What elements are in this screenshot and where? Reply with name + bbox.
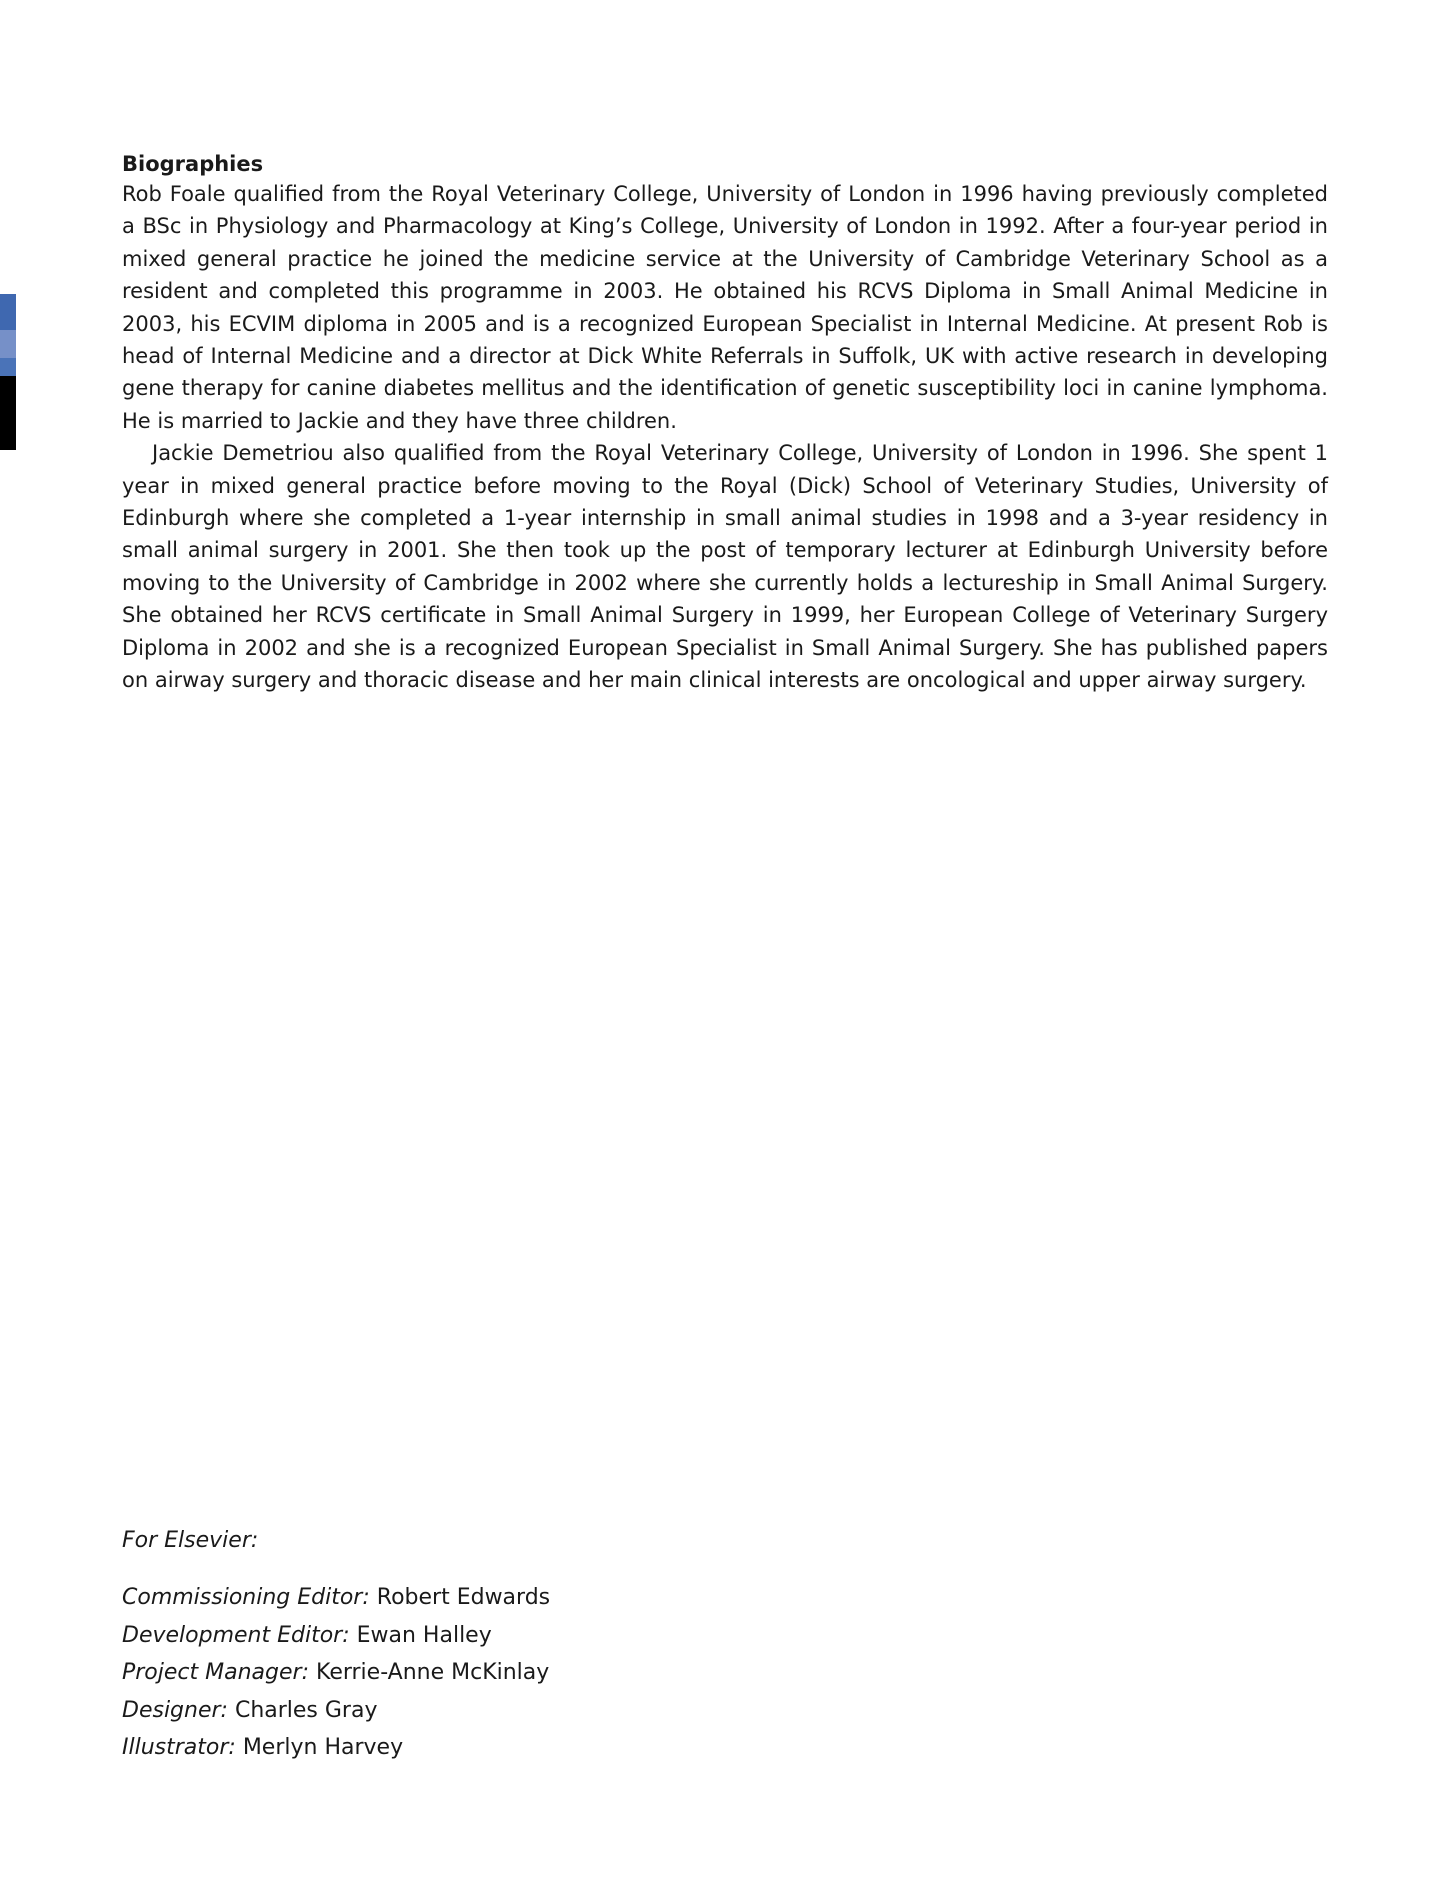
edge-color-tab	[0, 294, 16, 450]
edge-tab-segment	[0, 376, 16, 450]
publisher-credits	[122, 1525, 822, 1767]
credit-role: Illustrator:	[122, 1735, 236, 1760]
credit-role: Commissioning Editor:	[122, 1585, 370, 1610]
credit-name: Kerrie-Anne McKinlay	[315, 1660, 550, 1685]
credit-line	[122, 1579, 822, 1617]
biography-rob-foale: Rob Foale qualified from the Royal Veterinary College, University of London in 1996 having previously completed a BSc in Physiology and Pharmacology at King’s College, University of London in 1992. After a four-year period in mixed general practice he joined the medicine service at the University of Cambridge Veterinary School as a resident and completed this programme in 2003. He obtained his RCVS Diploma in Small Animal Medicine in 2003, his ECVIM diploma in 2005 and is a recognized European Specialist in Internal Medicine. At present Rob is head of Internal Medicine and a director at Dick White Referrals in Suffolk, UK with active research in developing gene therapy for canine diabetes mellitus and the identification of genetic susceptibility loci in canine lymphoma. He is married to Jackie and they have three children.	[122, 182, 1328, 433]
edge-tab-segment	[0, 294, 16, 330]
credit-line	[122, 1692, 822, 1730]
biographies-section	[122, 150, 1328, 697]
edge-tab-segment	[0, 358, 16, 376]
credit-name: Robert Edwards	[376, 1585, 551, 1610]
edge-tab-segment	[0, 330, 16, 358]
credit-role: Development Editor:	[122, 1622, 350, 1648]
credits-intro: For Elsevier:	[122, 1528, 259, 1553]
credit-name: Charles Gray	[234, 1697, 378, 1723]
credit-role: Designer:	[122, 1697, 228, 1723]
credit-name: Ewan Halley	[356, 1622, 492, 1648]
credit-name: Merlyn Harvey	[242, 1735, 404, 1760]
credit-line	[122, 1729, 822, 1767]
credit-role: Project Manager:	[122, 1660, 309, 1685]
credit-line	[122, 1654, 822, 1692]
biography-jackie-demetriou: Jackie Demetriou also qualified from the Royal Veterinary College, University of London in 1996. She spent 1 year in mixed general practice before moving to the Royal (Dick) School of Veterinary Studies, University of Edinburgh where she completed a 1-year internship in small animal studies in 1998 and a 3-year residency in small animal surgery in 2001. She then took up the post of temporary lecturer at Edinburgh University before moving to the University of Cambridge in 2002 where she currently holds a lectureship in Small Animal Surgery. She obtained her RCVS certificate in Small Animal Surgery in 1999, her European College of Veterinary Surgery Diploma in 2002 and she is a recognized European Specialist in Small Animal Surgery. She has published papers on airway surgery and thoracic disease and her main clinical interests are oncological and upper airway surgery.	[122, 441, 1328, 693]
credit-line	[122, 1617, 822, 1655]
biographies-heading: Biographies	[122, 152, 264, 176]
